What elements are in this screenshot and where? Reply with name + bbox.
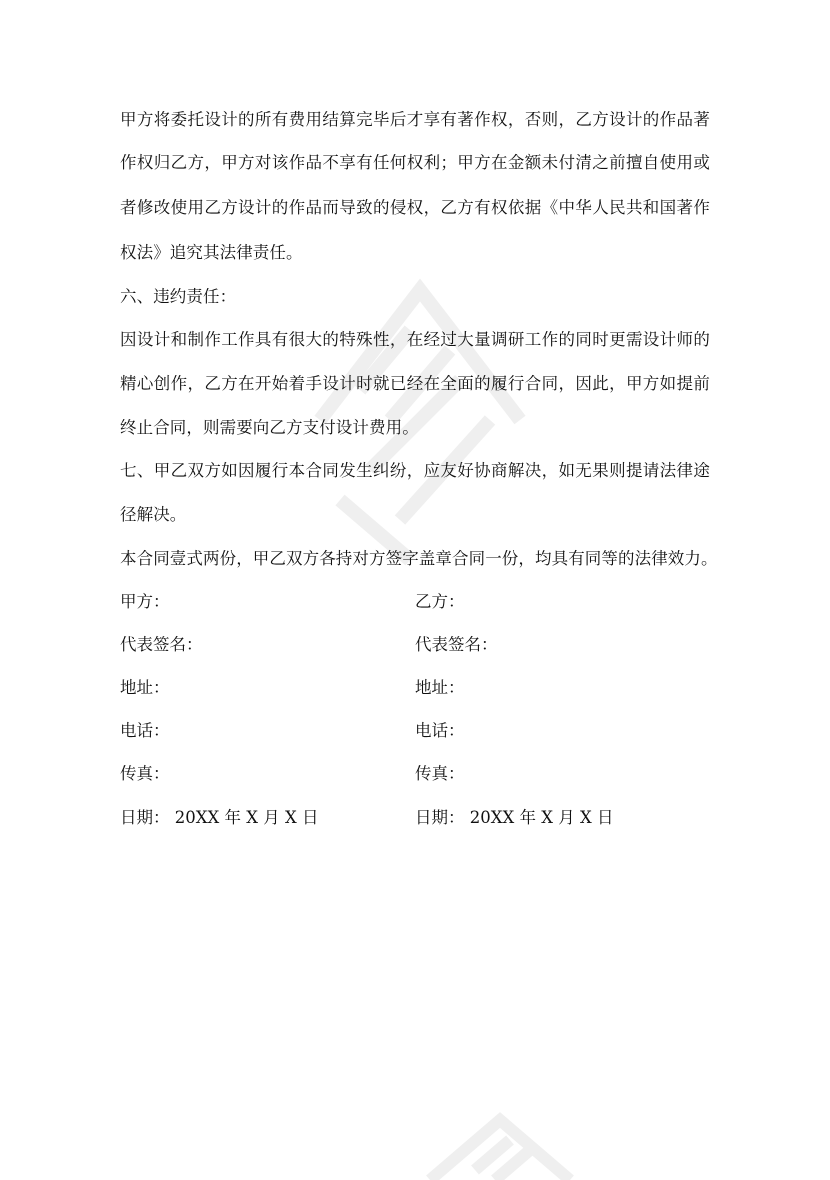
paragraph-line: 者修改使用乙方设计的作品而导致的侵权，乙方有权依据《中华人民共和国著作 bbox=[120, 198, 710, 217]
watermark-logo-bottom-icon bbox=[420, 1110, 580, 1180]
party-b-address: 地址： bbox=[415, 678, 465, 697]
paragraph-line: 因设计和制作工作具有很大的特殊性，在经过大量调研工作的同时更需设计师的 bbox=[120, 330, 710, 349]
section-dispute: 七、甲乙双方如因履行本合同发生纠纷，应友好协商解决，如无果则提请法律途 bbox=[120, 461, 710, 480]
paragraph-line: 作权归乙方，甲方对该作品不享有任何权利；甲方在金额未付清之前擅自使用或 bbox=[120, 153, 710, 172]
party-b-fax: 传真： bbox=[415, 764, 465, 783]
party-a-fax: 传真： bbox=[120, 764, 170, 783]
party-b-label: 乙方： bbox=[415, 592, 465, 611]
paragraph-line: 终止合同，则需要向乙方支付设计费用。 bbox=[120, 418, 419, 437]
section-heading-breach: 六、违约责任： bbox=[120, 287, 237, 306]
party-b-phone: 电话： bbox=[415, 721, 465, 740]
party-a-representative: 代表签名： bbox=[120, 635, 203, 654]
party-b-date: 日期： 20XX 年 X 月 X 日 bbox=[415, 808, 614, 827]
party-a-phone: 电话： bbox=[120, 721, 170, 740]
copies-clause: 本合同壹式两份，甲乙双方各持对方签字盖章合同一份，均具有同等的法律效力。 bbox=[120, 549, 718, 568]
paragraph-line: 权法》追究其法律责任。 bbox=[120, 243, 303, 262]
paragraph-line: 精心创作，乙方在开始着手设计时就已经在全面的履行合同，因此，甲方如提前 bbox=[120, 374, 710, 393]
party-b-representative: 代表签名： bbox=[415, 635, 498, 654]
paragraph-line: 径解决。 bbox=[120, 505, 187, 524]
paragraph-line: 甲方将委托设计的所有费用结算完毕后才享有著作权，否则，乙方设计的作品著 bbox=[120, 110, 710, 129]
party-a-date: 日期： 20XX 年 X 月 X 日 bbox=[120, 808, 319, 827]
party-a-label: 甲方： bbox=[120, 592, 170, 611]
party-a-address: 地址： bbox=[120, 678, 170, 697]
